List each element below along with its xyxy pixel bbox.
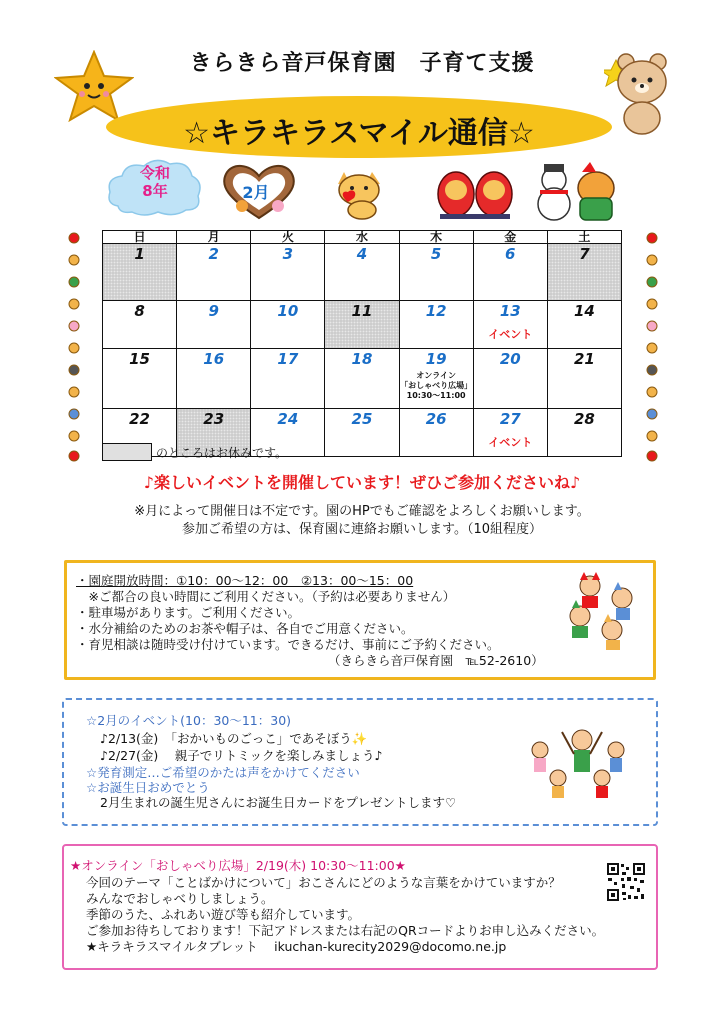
calendar-day	[177, 349, 251, 409]
schedule-note: ※月によって開催日は不定です。園のHPでもご確認をよろしくお願いします。	[134, 504, 590, 519]
info-line-water: ・水分補給のためのお茶や帽子は、各自でご用意ください。	[76, 621, 414, 636]
calendar-day	[325, 409, 399, 457]
event-headline: ♪楽しいイベントを開催しています！ぜひご参加くださいね♪	[143, 473, 581, 492]
online-invite: みんなでおしゃべりしましょう。	[86, 891, 274, 906]
online-event-line: オンライン	[416, 371, 457, 380]
calendar-day	[547, 349, 621, 409]
day-number: 22	[129, 410, 150, 428]
calendar-day	[177, 301, 251, 349]
era-name: 令和	[139, 164, 170, 182]
bear-icon	[604, 48, 678, 136]
events-heading: ☆2月のイベント(10：30～11：30)	[86, 713, 292, 728]
daruma-icon	[436, 164, 514, 220]
event-label: イベント	[488, 436, 533, 449]
calendar-day	[399, 349, 473, 409]
event-item-birthday-heading: ☆お誕生日おめでとう	[86, 780, 210, 795]
info-line-hours: ・園庭開放時間：①10：00～12：00 ②13：00～15：00	[76, 573, 414, 588]
online-event-label	[400, 371, 473, 401]
day-number: 8	[134, 302, 145, 320]
weekday-sun: 日	[103, 231, 177, 244]
day-number: 21	[573, 350, 595, 368]
calendar-day	[399, 409, 473, 457]
day-number: 28	[573, 410, 595, 428]
day-number: 26	[425, 410, 447, 428]
snowman-icon	[534, 158, 620, 222]
online-event-line: 10:30～11:00	[406, 391, 466, 400]
children-playing-icon	[526, 726, 634, 800]
day-number: 10	[277, 302, 299, 320]
day-number: 3	[282, 245, 294, 263]
event-item-birthday-card: 2月生まれの誕生児さんにお誕生日カードをプレゼントします♡	[100, 795, 457, 810]
online-event-line: 「おしゃべり広場」	[400, 381, 473, 390]
day-number: 20	[499, 350, 521, 368]
day-number: 4	[356, 245, 368, 263]
calendar-day	[547, 244, 621, 301]
day-number: 23	[203, 410, 225, 428]
day-number: 11	[351, 302, 373, 320]
legend-text: のところはお休みです。	[156, 445, 288, 460]
right-border-decoration	[640, 232, 664, 462]
calendar-day	[325, 301, 399, 349]
weekday-sat: 土	[547, 231, 621, 244]
day-number: 25	[351, 410, 373, 428]
calendar-day	[251, 244, 325, 301]
day-number: 9	[208, 302, 219, 320]
online-theme: 今回のテーマ「ことばかけについて」おこさんにどのような言葉をかけていますか？	[86, 875, 561, 890]
cat-with-heart-icon	[330, 162, 388, 220]
calendar-day	[473, 244, 547, 301]
day-number: 17	[277, 350, 299, 368]
day-number: 19	[425, 350, 447, 368]
weekday-wed: 水	[325, 231, 399, 244]
era-year: 8年	[142, 182, 168, 200]
online-songs: 季節のうた、ふれあい遊び等も紹介しています。	[86, 907, 361, 922]
calendar-day	[325, 349, 399, 409]
day-number: 5	[430, 245, 442, 263]
calendar-day	[177, 244, 251, 301]
children-dancing-icon	[560, 572, 644, 652]
day-number: 7	[579, 245, 590, 263]
calendar-table	[102, 230, 622, 457]
event-item-measurement: ☆発育測定…ご希望のかたは声をかけてください	[86, 765, 360, 780]
online-event-title: ★オンライン「おしゃべり広場」2/19(木) 10:30～11:00★	[70, 858, 406, 873]
event-item-rhythmic: ♪2/27(金) 親子でリトミックを楽しみましょう♪	[100, 748, 383, 763]
month-badge: 2月	[242, 183, 270, 202]
calendar-day	[473, 409, 547, 457]
day-number: 18	[351, 350, 373, 368]
info-line-contact: （きらきら音戸保育園 ℡52-2610）	[328, 653, 544, 668]
calendar-day	[251, 349, 325, 409]
day-number: 6	[505, 245, 516, 263]
info-line-parking: ・駐車場があります。ご利用ください。	[76, 605, 301, 620]
era-label	[104, 164, 206, 200]
calendar-legend	[102, 443, 287, 461]
organization-name: きらきら音戸保育園 子育て支援	[189, 51, 535, 76]
calendar-day	[399, 244, 473, 301]
day-number: 15	[129, 350, 150, 368]
calendar-day	[103, 301, 177, 349]
calendar-week-1	[103, 244, 622, 301]
day-number: 27	[499, 410, 521, 428]
day-number: 13	[499, 302, 521, 320]
calendar-day	[473, 349, 547, 409]
day-number: 1	[134, 245, 145, 263]
calendar-day	[251, 301, 325, 349]
calendar-day	[399, 301, 473, 349]
event-item-shopping: ♪2/13(金) 「おかいものごっこ」であそぼう✨	[100, 731, 368, 746]
weekday-fri: 金	[473, 231, 547, 244]
info-line-reservation: ※ご都合の良い時間にご利用ください。（予約は必要ありません）	[76, 589, 456, 604]
weekday-mon: 月	[177, 231, 251, 244]
day-number: 14	[573, 302, 595, 320]
day-number: 24	[277, 410, 299, 428]
calendar-day	[325, 244, 399, 301]
day-number: 16	[203, 350, 225, 368]
participation-note: 参加ご希望の方は、保育園に連絡お願いします。（10組程度）	[181, 522, 542, 537]
legend-swatch	[102, 443, 152, 461]
calendar-week-3	[103, 349, 622, 409]
calendar-day	[473, 301, 547, 349]
newsletter-title: ☆キラキラスマイル通信☆	[183, 116, 535, 151]
calendar-day	[547, 409, 621, 457]
calendar-day	[103, 244, 177, 301]
day-number: 2	[208, 245, 219, 263]
calendar-week-2	[103, 301, 622, 349]
day-number: 12	[425, 302, 447, 320]
calendar-day	[547, 301, 621, 349]
online-apply: ご参加お待ちしております！下記アドレスまたは右記のQRコードよりお申し込みください。	[86, 923, 605, 938]
info-line-consultation: ・育児相談は随時受け付けています。できるだけ、事前にご予約ください。	[76, 637, 500, 652]
calendar-day	[103, 349, 177, 409]
weekday-header-row	[103, 231, 622, 244]
online-email: ★キラキラスマイルタブレット ikuchan-kurecity2029@docomo.ne.jp	[86, 939, 507, 954]
weekday-tue: 火	[251, 231, 325, 244]
qr-code-icon[interactable]	[606, 862, 646, 902]
event-label: イベント	[488, 328, 533, 341]
left-border-decoration	[62, 232, 86, 462]
weekday-thu: 木	[399, 231, 473, 244]
